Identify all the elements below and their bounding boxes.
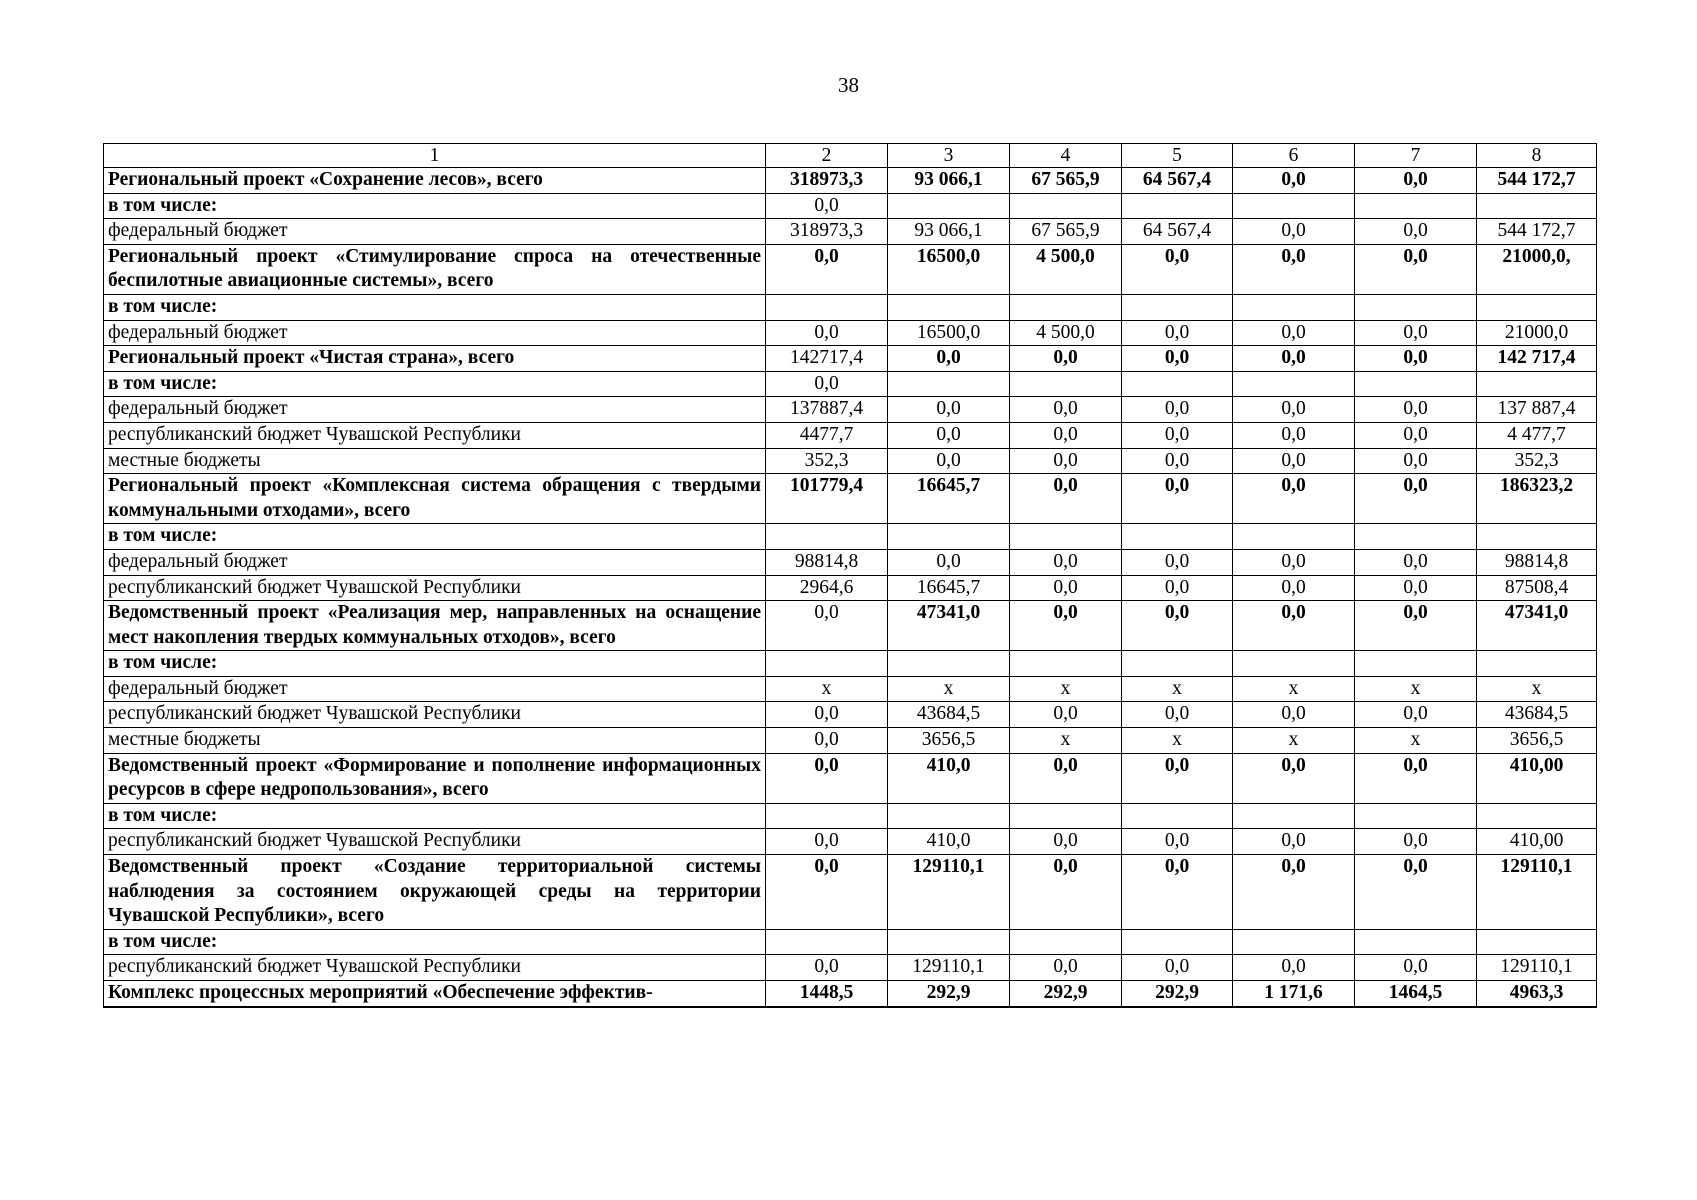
row-value: 16500,0 (888, 244, 1010, 294)
row-name: федеральный бюджет (104, 549, 766, 575)
row-value: 0,0 (1122, 346, 1233, 372)
row-value: 0,0 (1233, 575, 1355, 601)
table-row (104, 422, 1597, 448)
row-value: 0,0 (1233, 244, 1355, 294)
row-value (1010, 803, 1122, 829)
row-value: 0,0 (1355, 320, 1477, 346)
row-value: 93 066,1 (888, 168, 1010, 194)
row-value: х (1010, 676, 1122, 702)
row-value (888, 371, 1010, 397)
row-value: 0,0 (766, 855, 888, 930)
row-value: 0,0 (1233, 346, 1355, 372)
row-name: федеральный бюджет (104, 320, 766, 346)
row-value: 186323,2 (1477, 474, 1597, 524)
row-name: Ведомственный проект «Реализация мер, направленных на оснащение мест накопления твердых коммунальных отходов», всего (104, 601, 766, 651)
row-value: 98814,8 (1477, 549, 1597, 575)
page-number: 38 (838, 73, 859, 97)
row-value: 0,0 (1355, 829, 1477, 855)
row-value: 0,0 (1010, 753, 1122, 803)
column-header: 7 (1355, 144, 1477, 168)
table-row (104, 397, 1597, 423)
row-value: 0,0 (1355, 855, 1477, 930)
row-value: 4477,7 (766, 422, 888, 448)
row-value: 43684,5 (1477, 702, 1597, 728)
row-name: федеральный бюджет (104, 397, 766, 423)
row-value: 0,0 (1233, 320, 1355, 346)
table-header-row (104, 144, 1597, 168)
row-value: 0,0 (766, 320, 888, 346)
row-name: в том числе: (104, 651, 766, 677)
row-value: 0,0 (1010, 702, 1122, 728)
row-value: 0,0 (1122, 397, 1233, 423)
row-value: 0,0 (1122, 753, 1233, 803)
row-value: 0,0 (888, 397, 1010, 423)
row-name: Ведомственный проект «Создание территориальной системы наблюдения за состоянием окружающей среды на территории Чувашской Республики», всего (104, 855, 766, 930)
row-value (1233, 651, 1355, 677)
row-value (1477, 294, 1597, 320)
row-value (1355, 193, 1477, 219)
row-value: 0,0 (1010, 346, 1122, 372)
row-name: федеральный бюджет (104, 676, 766, 702)
row-value: 0,0 (1355, 397, 1477, 423)
row-value: 0,0 (1122, 955, 1233, 981)
row-value: 0,0 (888, 549, 1010, 575)
row-value (1355, 524, 1477, 550)
table-row (104, 346, 1597, 372)
row-value: 0,0 (1355, 346, 1477, 372)
column-header: 2 (766, 144, 888, 168)
row-value: 21000,0, (1477, 244, 1597, 294)
row-value: х (888, 676, 1010, 702)
row-name: республиканский бюджет Чувашской Республики (104, 955, 766, 981)
row-value (1122, 294, 1233, 320)
row-value: 142 717,4 (1477, 346, 1597, 372)
row-value: 4 477,7 (1477, 422, 1597, 448)
row-value: 0,0 (1233, 474, 1355, 524)
row-value: 0,0 (1355, 575, 1477, 601)
row-value: 0,0 (1122, 244, 1233, 294)
row-value: 292,9 (888, 981, 1010, 1007)
row-value: 0,0 (1233, 168, 1355, 194)
row-name: в том числе: (104, 193, 766, 219)
table-row (104, 753, 1597, 803)
row-value (1010, 193, 1122, 219)
row-value: 0,0 (766, 702, 888, 728)
row-value: 0,0 (1233, 855, 1355, 930)
row-value (1122, 193, 1233, 219)
row-value (1122, 929, 1233, 955)
row-value: 0,0 (1122, 855, 1233, 930)
table-row (104, 728, 1597, 754)
row-value: 0,0 (1010, 549, 1122, 575)
row-value: 21000,0 (1477, 320, 1597, 346)
row-value (1010, 651, 1122, 677)
row-value (1010, 929, 1122, 955)
row-value: 0,0 (766, 371, 888, 397)
row-value: 87508,4 (1477, 575, 1597, 601)
row-value (888, 193, 1010, 219)
row-name: в том числе: (104, 803, 766, 829)
table-row (104, 168, 1597, 194)
row-value: 0,0 (1355, 474, 1477, 524)
row-value: 3656,5 (888, 728, 1010, 754)
row-value: 4 500,0 (1010, 244, 1122, 294)
table-row (104, 575, 1597, 601)
row-value (766, 294, 888, 320)
row-value: 292,9 (1010, 981, 1122, 1007)
row-value: 0,0 (1122, 320, 1233, 346)
table-row (104, 474, 1597, 524)
row-value: 0,0 (1010, 575, 1122, 601)
row-value (1010, 294, 1122, 320)
row-name: республиканский бюджет Чувашской Республики (104, 422, 766, 448)
row-value: 0,0 (766, 601, 888, 651)
row-value (1233, 524, 1355, 550)
table-row (104, 448, 1597, 474)
row-value: х (1355, 676, 1477, 702)
row-value: 0,0 (1122, 702, 1233, 728)
row-value: 43684,5 (888, 702, 1010, 728)
column-header: 8 (1477, 144, 1597, 168)
row-value: 0,0 (1355, 422, 1477, 448)
row-name: федеральный бюджет (104, 219, 766, 245)
row-name: Региональный проект «Сохранение лесов», всего (104, 168, 766, 194)
row-value: 352,3 (1477, 448, 1597, 474)
row-name: Региональный проект «Стимулирование спроса на отечественные беспилотные авиационные системы», всего (104, 244, 766, 294)
table-row (104, 955, 1597, 981)
row-value: 4 500,0 (1010, 320, 1122, 346)
table-row (104, 829, 1597, 855)
row-value: 0,0 (1233, 549, 1355, 575)
row-value: 0,0 (1355, 168, 1477, 194)
row-value (1122, 803, 1233, 829)
row-value: 0,0 (1233, 219, 1355, 245)
row-value (1122, 651, 1233, 677)
row-value: 410,00 (1477, 829, 1597, 855)
row-value: 1 171,6 (1233, 981, 1355, 1007)
table-row (104, 929, 1597, 955)
column-header: 4 (1010, 144, 1122, 168)
row-name: Комплекс процессных мероприятий «Обеспечение эффектив- (104, 981, 766, 1007)
row-value: 0,0 (766, 193, 888, 219)
row-value: х (1233, 728, 1355, 754)
table-row (104, 549, 1597, 575)
row-name: в том числе: (104, 929, 766, 955)
row-value (1233, 193, 1355, 219)
row-value: 129110,1 (1477, 955, 1597, 981)
row-value (888, 651, 1010, 677)
row-value: 544 172,7 (1477, 168, 1597, 194)
row-value: 0,0 (1010, 422, 1122, 448)
row-value: 318973,3 (766, 168, 888, 194)
table-row (104, 981, 1597, 1007)
row-value: 0,0 (1010, 397, 1122, 423)
row-value: 0,0 (1122, 829, 1233, 855)
row-value: 0,0 (1233, 829, 1355, 855)
table-row (104, 244, 1597, 294)
row-value: 2964,6 (766, 575, 888, 601)
row-value: 129110,1 (888, 855, 1010, 930)
row-value (1233, 929, 1355, 955)
row-value: 0,0 (766, 753, 888, 803)
row-value: 0,0 (1355, 448, 1477, 474)
row-value: 64 567,4 (1122, 219, 1233, 245)
column-header: 6 (1233, 144, 1355, 168)
table-row (104, 294, 1597, 320)
row-name: местные бюджеты (104, 448, 766, 474)
row-value: 142717,4 (766, 346, 888, 372)
row-value: 129110,1 (888, 955, 1010, 981)
row-value: 3656,5 (1477, 728, 1597, 754)
row-value: 292,9 (1122, 981, 1233, 1007)
row-value: 98814,8 (766, 549, 888, 575)
table-row (104, 219, 1597, 245)
row-value (1477, 524, 1597, 550)
row-value: 67 565,9 (1010, 219, 1122, 245)
row-value (1477, 803, 1597, 829)
column-header: 1 (104, 144, 766, 168)
row-value (1477, 371, 1597, 397)
row-value: х (1122, 728, 1233, 754)
row-value: 0,0 (1355, 753, 1477, 803)
row-value (1010, 524, 1122, 550)
row-value: 129110,1 (1477, 855, 1597, 930)
row-value: х (1122, 676, 1233, 702)
row-value (1122, 524, 1233, 550)
row-value (1477, 651, 1597, 677)
row-value: 0,0 (1122, 601, 1233, 651)
row-value: 0,0 (1355, 219, 1477, 245)
row-value (888, 803, 1010, 829)
table-row (104, 651, 1597, 677)
table-row (104, 702, 1597, 728)
row-value (766, 803, 888, 829)
row-value: 0,0 (888, 346, 1010, 372)
row-value: х (1355, 728, 1477, 754)
row-value: 0,0 (1122, 474, 1233, 524)
row-value: 4963,3 (1477, 981, 1597, 1007)
row-value: 352,3 (766, 448, 888, 474)
row-name: в том числе: (104, 524, 766, 550)
row-value: 0,0 (1233, 448, 1355, 474)
table-row (104, 371, 1597, 397)
table-row (104, 320, 1597, 346)
row-value: 0,0 (766, 829, 888, 855)
row-value: 47341,0 (888, 601, 1010, 651)
row-value (766, 929, 888, 955)
row-value (1233, 371, 1355, 397)
row-value: 0,0 (1233, 422, 1355, 448)
row-value: 0,0 (1233, 753, 1355, 803)
row-value: 544 172,7 (1477, 219, 1597, 245)
row-value: 0,0 (1010, 474, 1122, 524)
row-name: Региональный проект «Комплексная система обращения с твердыми коммунальными отходами», всего (104, 474, 766, 524)
row-name: республиканский бюджет Чувашской Республики (104, 829, 766, 855)
row-value: 0,0 (1010, 601, 1122, 651)
row-value (1355, 371, 1477, 397)
row-value (1477, 193, 1597, 219)
row-value (1355, 929, 1477, 955)
row-value: 0,0 (1122, 422, 1233, 448)
row-value: 0,0 (1010, 829, 1122, 855)
row-value: 0,0 (1010, 448, 1122, 474)
row-value (1355, 651, 1477, 677)
table-row (104, 855, 1597, 930)
row-value: 0,0 (1355, 601, 1477, 651)
row-value: 0,0 (888, 448, 1010, 474)
row-value (1010, 371, 1122, 397)
row-value (1355, 803, 1477, 829)
row-name: местные бюджеты (104, 728, 766, 754)
row-value: 93 066,1 (888, 219, 1010, 245)
row-value: 0,0 (1010, 955, 1122, 981)
row-name: республиканский бюджет Чувашской Республики (104, 702, 766, 728)
row-value: 0,0 (1122, 549, 1233, 575)
row-value: 410,0 (888, 829, 1010, 855)
row-value: 67 565,9 (1010, 168, 1122, 194)
row-value (888, 929, 1010, 955)
row-value: 16645,7 (888, 474, 1010, 524)
row-value: 64 567,4 (1122, 168, 1233, 194)
row-value: 0,0 (1233, 601, 1355, 651)
row-value (1477, 929, 1597, 955)
row-value (1355, 294, 1477, 320)
row-value (1233, 803, 1355, 829)
row-value: х (1010, 728, 1122, 754)
row-value: 0,0 (766, 955, 888, 981)
table-row (104, 193, 1597, 219)
row-value: 0,0 (1233, 702, 1355, 728)
table-row (104, 676, 1597, 702)
row-value: 0,0 (1355, 702, 1477, 728)
row-name: в том числе: (104, 294, 766, 320)
row-value: 410,00 (1477, 753, 1597, 803)
row-value (1122, 371, 1233, 397)
table-row (104, 803, 1597, 829)
column-header: 3 (888, 144, 1010, 168)
row-value: 16645,7 (888, 575, 1010, 601)
row-value: 47341,0 (1477, 601, 1597, 651)
table-row (104, 524, 1597, 550)
row-value: х (1477, 676, 1597, 702)
row-value: 0,0 (766, 728, 888, 754)
row-value: 0,0 (1355, 549, 1477, 575)
row-name: Ведомственный проект «Формирование и пополнение информационных ресурсов в сфере недропользования», всего (104, 753, 766, 803)
row-value: 0,0 (1355, 955, 1477, 981)
row-name: республиканский бюджет Чувашской Республики (104, 575, 766, 601)
row-value: 0,0 (766, 244, 888, 294)
row-value: 410,0 (888, 753, 1010, 803)
row-value: 0,0 (1233, 955, 1355, 981)
row-value: 0,0 (1355, 244, 1477, 294)
budget-table (103, 143, 1597, 1008)
row-value: 0,0 (1233, 397, 1355, 423)
row-value: 0,0 (1010, 855, 1122, 930)
row-name: Региональный проект «Чистая страна», всего (104, 346, 766, 372)
row-value: 16500,0 (888, 320, 1010, 346)
row-value (766, 651, 888, 677)
row-value: 137887,4 (766, 397, 888, 423)
row-name: в том числе: (104, 371, 766, 397)
row-value (888, 294, 1010, 320)
row-value: 1464,5 (1355, 981, 1477, 1007)
row-value (888, 524, 1010, 550)
row-value: 0,0 (1122, 575, 1233, 601)
row-value: 1448,5 (766, 981, 888, 1007)
row-value: х (1233, 676, 1355, 702)
table-row (104, 601, 1597, 651)
row-value: 0,0 (1122, 448, 1233, 474)
row-value: 137 887,4 (1477, 397, 1597, 423)
row-value: 101779,4 (766, 474, 888, 524)
row-value (1233, 294, 1355, 320)
row-value: х (766, 676, 888, 702)
column-header: 5 (1122, 144, 1233, 168)
row-value (766, 524, 888, 550)
row-value: 0,0 (888, 422, 1010, 448)
row-value: 318973,3 (766, 219, 888, 245)
